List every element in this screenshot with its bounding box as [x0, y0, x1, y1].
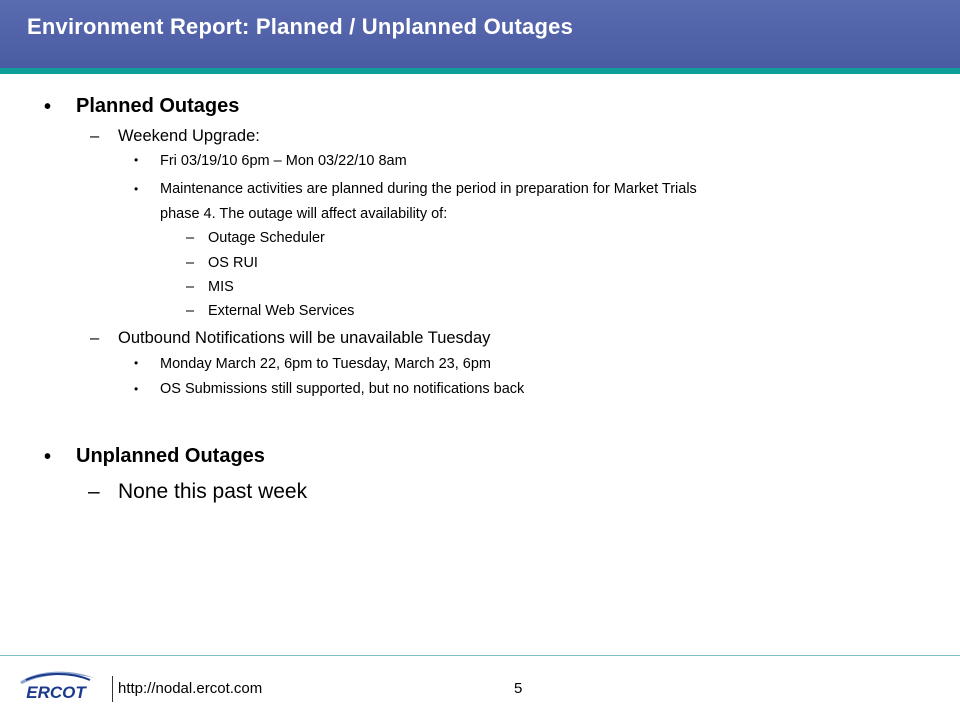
- footer-url-link[interactable]: http://nodal.ercot.com: [118, 680, 263, 697]
- ercot-logo: [16, 668, 96, 702]
- outbound-item: OS Submissions still supported, but no notifications back: [160, 381, 525, 397]
- dash-icon: –: [90, 329, 100, 347]
- dash-icon: –: [186, 230, 195, 246]
- bullet-icon: •: [134, 382, 139, 396]
- dash-icon: –: [186, 303, 195, 319]
- weekend-upgrade-label: Weekend Upgrade:: [118, 127, 260, 145]
- dash-icon: –: [90, 127, 100, 145]
- page-number: 5: [514, 680, 523, 697]
- system-item: MIS: [208, 279, 234, 295]
- logo-text: ERCOT: [26, 683, 86, 702]
- dash-icon: –: [186, 279, 195, 295]
- maintenance-text-line2: phase 4. The outage will affect availability of:: [160, 206, 448, 222]
- weekend-window: Fri 03/19/10 6pm – Mon 03/22/10 8am: [160, 153, 407, 169]
- system-item: External Web Services: [208, 303, 355, 319]
- bullet-icon: •: [134, 182, 139, 196]
- bullet-icon: •: [134, 153, 139, 167]
- outbound-notifications-label: Outbound Notifications will be unavailable Tuesday: [118, 329, 491, 347]
- system-item: Outage Scheduler: [208, 230, 325, 246]
- system-item: OS RUI: [208, 255, 258, 271]
- slide-title: Environment Report: Planned / Unplanned Outages: [27, 14, 574, 39]
- dash-icon: –: [186, 255, 195, 271]
- footer-separator: [112, 676, 113, 702]
- outbound-item: Monday March 22, 6pm to Tuesday, March 23, 6pm: [160, 356, 491, 372]
- bullet-icon: •: [134, 356, 139, 370]
- dash-icon: –: [88, 480, 100, 503]
- maintenance-text-line1: Maintenance activities are planned during the period in preparation for Market Trials: [160, 181, 697, 197]
- unplanned-heading: Unplanned Outages: [76, 445, 265, 467]
- bullet-icon: •: [44, 446, 52, 468]
- footer-divider: [0, 655, 960, 656]
- unplanned-item: None this past week: [118, 480, 308, 503]
- bullet-icon: •: [44, 96, 52, 118]
- planned-heading: Planned Outages: [76, 95, 240, 117]
